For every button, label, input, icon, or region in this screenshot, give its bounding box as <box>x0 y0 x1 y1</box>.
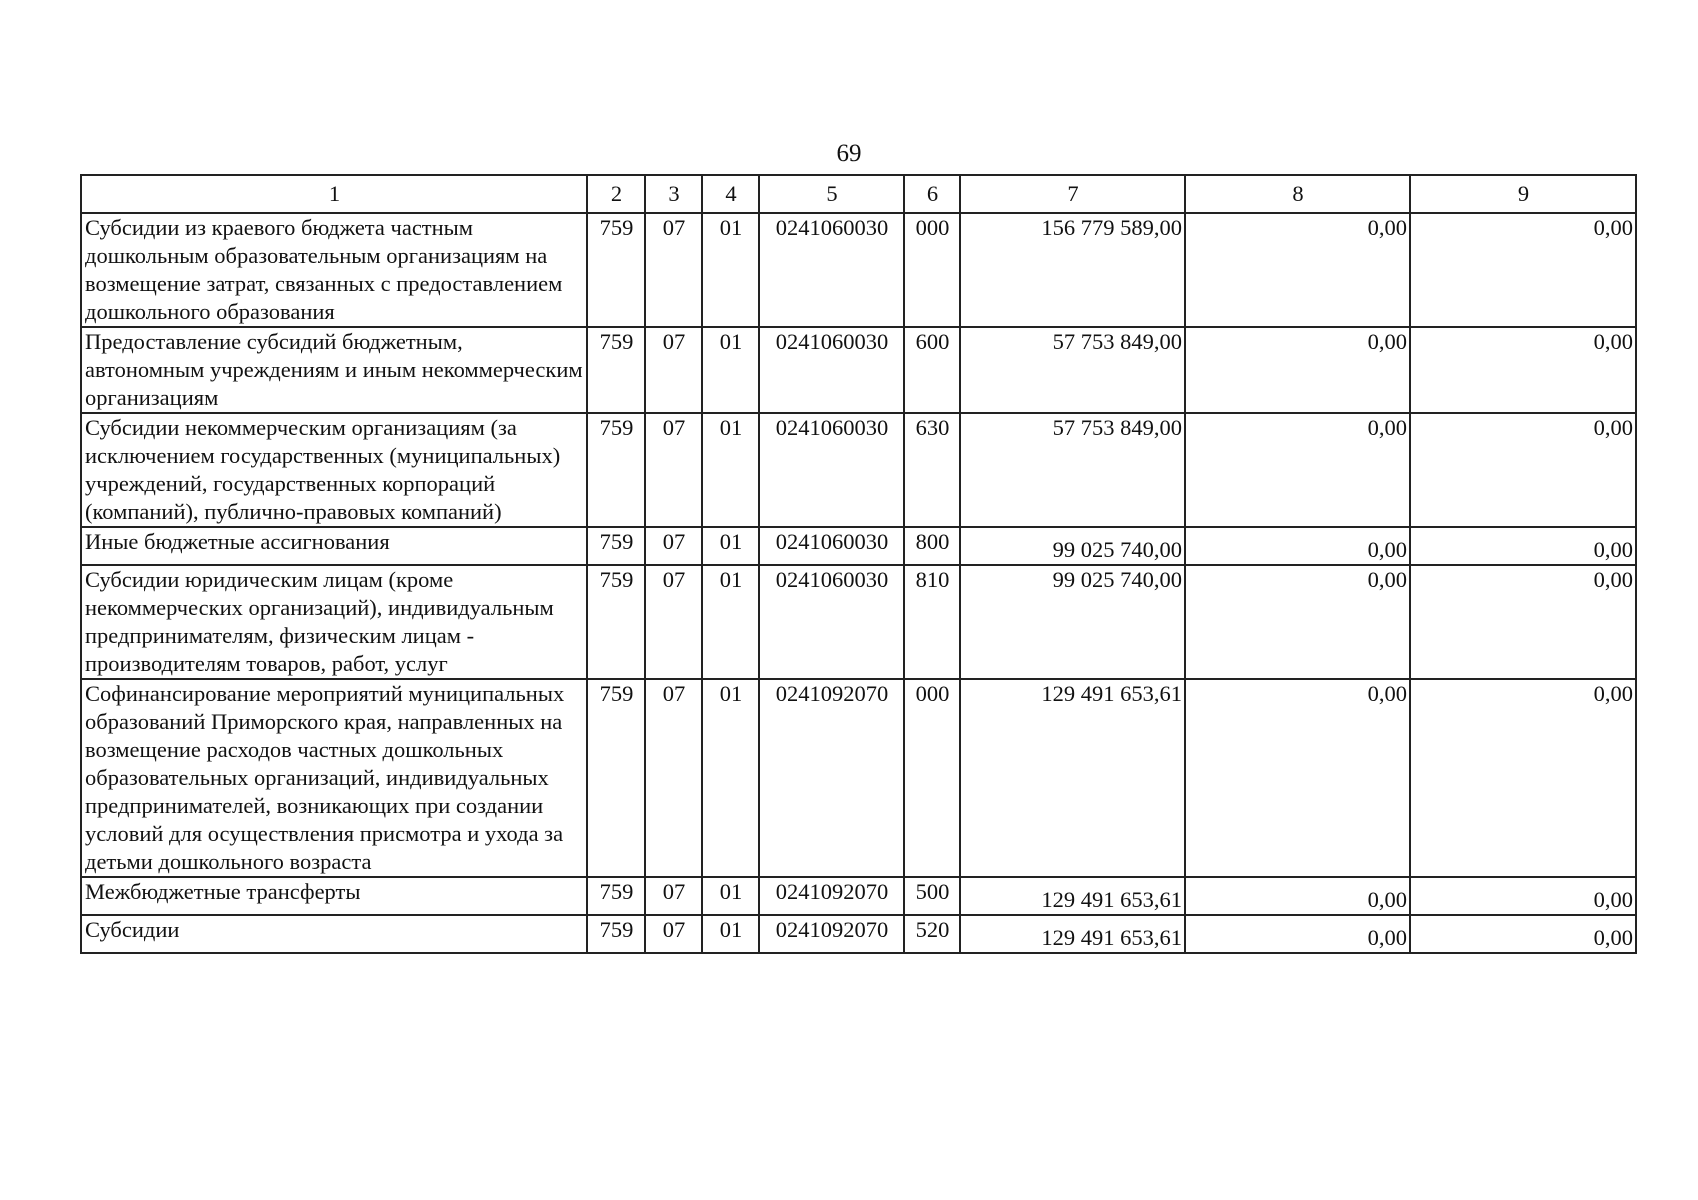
row-amount-7: 57 753 849,00 <box>960 327 1185 413</box>
row-code-3: 07 <box>645 327 702 413</box>
row-code-6: 810 <box>904 565 960 679</box>
header-cell-7: 7 <box>960 175 1185 213</box>
row-code-6: 630 <box>904 413 960 527</box>
row-code-5: 0241092070 <box>759 679 904 877</box>
row-code-3: 07 <box>645 565 702 679</box>
row-code-5: 0241060030 <box>759 413 904 527</box>
row-code-5: 0241092070 <box>759 915 904 953</box>
table-row <box>81 213 1636 327</box>
table-row <box>81 413 1636 527</box>
row-amount-7: 57 753 849,00 <box>960 413 1185 527</box>
row-code-6: 500 <box>904 877 960 915</box>
row-amount-9: 0,00 <box>1410 327 1636 413</box>
row-name: Субсидии некоммерческим организациям (за исключением государственных (муниципальных) учреждений, государственных корпораций (компаний), публично-правовых компаний) <box>81 413 587 527</box>
row-amount-9: 0,00 <box>1410 877 1636 915</box>
row-name: Софинансирование мероприятий муниципальных образований Приморского края, направленных на возмещение расходов частных дошкольных образовательных организаций, индивидуальных предпринимателей, возникающих при создании условий для осуществления присмотра и ухода за детьми дошкольного возраста <box>81 679 587 877</box>
table-row <box>81 679 1636 877</box>
row-code-5: 0241060030 <box>759 527 904 565</box>
row-amount-8: 0,00 <box>1185 527 1410 565</box>
row-code-3: 07 <box>645 413 702 527</box>
row-code-4: 01 <box>702 679 759 877</box>
row-name: Предоставление субсидий бюджетным, автономным учреждениям и иным некоммерческим организациям <box>81 327 587 413</box>
row-amount-9: 0,00 <box>1410 679 1636 877</box>
table-row <box>81 327 1636 413</box>
row-code-4: 01 <box>702 413 759 527</box>
row-code-2: 759 <box>587 413 645 527</box>
row-code-3: 07 <box>645 679 702 877</box>
row-amount-9: 0,00 <box>1410 413 1636 527</box>
row-code-5: 0241060030 <box>759 213 904 327</box>
row-amount-8: 0,00 <box>1185 877 1410 915</box>
row-amount-9: 0,00 <box>1410 213 1636 327</box>
row-amount-9: 0,00 <box>1410 915 1636 953</box>
row-code-3: 07 <box>645 915 702 953</box>
row-code-2: 759 <box>587 679 645 877</box>
table-row <box>81 565 1636 679</box>
row-code-3: 07 <box>645 213 702 327</box>
header-cell-3: 3 <box>645 175 702 213</box>
row-amount-7: 129 491 653,61 <box>960 679 1185 877</box>
page-number: 69 <box>836 140 862 167</box>
header-cell-6: 6 <box>904 175 960 213</box>
row-name: Иные бюджетные ассигнования <box>81 527 587 565</box>
table-row <box>81 915 1636 953</box>
row-code-4: 01 <box>702 527 759 565</box>
header-cell-5: 5 <box>759 175 904 213</box>
row-code-2: 759 <box>587 527 645 565</box>
row-amount-7: 156 779 589,00 <box>960 213 1185 327</box>
row-code-6: 000 <box>904 679 960 877</box>
row-amount-7: 129 491 653,61 <box>960 915 1185 953</box>
row-name: Межбюджетные трансферты <box>81 877 587 915</box>
row-code-2: 759 <box>587 915 645 953</box>
row-code-4: 01 <box>702 213 759 327</box>
header-cell-2: 2 <box>587 175 645 213</box>
header-row <box>81 175 1636 213</box>
row-code-2: 759 <box>587 565 645 679</box>
row-amount-8: 0,00 <box>1185 213 1410 327</box>
row-amount-8: 0,00 <box>1185 679 1410 877</box>
header-cell-9: 9 <box>1410 175 1636 213</box>
row-code-3: 07 <box>645 527 702 565</box>
row-code-4: 01 <box>702 915 759 953</box>
row-code-6: 520 <box>904 915 960 953</box>
row-code-4: 01 <box>702 327 759 413</box>
row-amount-7: 129 491 653,61 <box>960 877 1185 915</box>
header-cell-1: 1 <box>81 175 587 213</box>
row-code-5: 0241060030 <box>759 565 904 679</box>
row-code-6: 800 <box>904 527 960 565</box>
row-amount-8: 0,00 <box>1185 565 1410 679</box>
table-row <box>81 527 1636 565</box>
row-code-4: 01 <box>702 877 759 915</box>
row-code-5: 0241092070 <box>759 877 904 915</box>
row-name: Субсидии из краевого бюджета частным дошкольным образовательным организациям на возмещение затрат, связанных с предоставлением дошкольного образования <box>81 213 587 327</box>
row-amount-8: 0,00 <box>1185 327 1410 413</box>
header-cell-8: 8 <box>1185 175 1410 213</box>
table-row <box>81 877 1636 915</box>
row-code-6: 000 <box>904 213 960 327</box>
row-code-6: 600 <box>904 327 960 413</box>
row-code-5: 0241060030 <box>759 327 904 413</box>
row-code-3: 07 <box>645 877 702 915</box>
row-amount-8: 0,00 <box>1185 915 1410 953</box>
row-amount-7: 99 025 740,00 <box>960 565 1185 679</box>
row-amount-9: 0,00 <box>1410 527 1636 565</box>
budget-table <box>80 174 1637 954</box>
row-amount-9: 0,00 <box>1410 565 1636 679</box>
row-name: Субсидии юридическим лицам (кроме некоммерческих организаций), индивидуальным предпринимателям, физическим лицам - производителям товаров, работ, услуг <box>81 565 587 679</box>
row-amount-7: 99 025 740,00 <box>960 527 1185 565</box>
row-name: Субсидии <box>81 915 587 953</box>
row-code-4: 01 <box>702 565 759 679</box>
row-code-2: 759 <box>587 877 645 915</box>
header-cell-4: 4 <box>702 175 759 213</box>
row-code-2: 759 <box>587 213 645 327</box>
row-code-2: 759 <box>587 327 645 413</box>
row-amount-8: 0,00 <box>1185 413 1410 527</box>
